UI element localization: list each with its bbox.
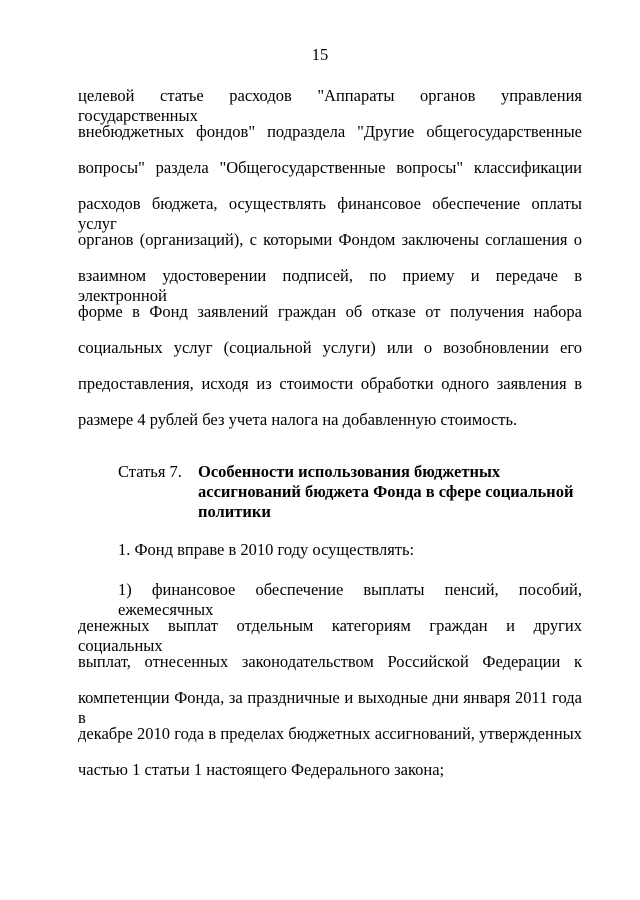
text-line: выплат, отнесенных законодательством Российской Федерации к	[78, 652, 582, 671]
text-line: форме в Фонд заявлений граждан об отказе от получения набора	[78, 302, 582, 321]
text-line: социальных услуг (социальной услуги) или о возобновлении его	[78, 338, 582, 357]
article-title	[198, 462, 588, 522]
item-1: 1. Фонд вправе в 2010 году осуществлять:	[118, 540, 415, 559]
text-line: 1) финансовое обеспечение выплаты пенсий, пособий, ежемесячных	[118, 580, 582, 619]
page-number: 15	[311, 45, 329, 64]
text-line: частью 1 статьи 1 настоящего Федерального закона;	[78, 760, 445, 779]
text-line: размере 4 рублей без учета налога на добавленную стоимость.	[78, 410, 518, 429]
text-line: предоставления, исходя из стоимости обработки одного заявления в	[78, 374, 582, 393]
text-line: взаимном удостоверении подписей, по приему и передаче в электронной	[78, 266, 582, 305]
text-line: декабре 2010 года в пределах бюджетных ассигнований, утвержденных	[78, 724, 582, 743]
article-label: Статья 7.	[118, 462, 182, 481]
article-title-line: Особенности использования бюджетных	[198, 462, 501, 481]
article-title-line: ассигнований бюджета Фонда в сфере социальной	[198, 482, 574, 501]
text-line: компетенции Фонда, за праздничные и выходные дни января 2011 года в	[78, 688, 582, 727]
text-line: внебюджетных фондов" подраздела "Другие общегосударственные	[78, 122, 582, 141]
text-line: расходов бюджета, осуществлять финансовое обеспечение оплаты услуг	[78, 194, 582, 233]
article-title-line: политики	[198, 502, 271, 521]
text-line: вопросы" раздела "Общегосударственные вопросы" классификации	[78, 158, 582, 177]
text-line: органов (организаций), с которыми Фондом заключены соглашения о	[78, 230, 582, 249]
text-line: целевой статье расходов "Аппараты органов управления государственных	[78, 86, 582, 125]
text-line: денежных выплат отдельным категориям граждан и других социальных	[78, 616, 582, 655]
